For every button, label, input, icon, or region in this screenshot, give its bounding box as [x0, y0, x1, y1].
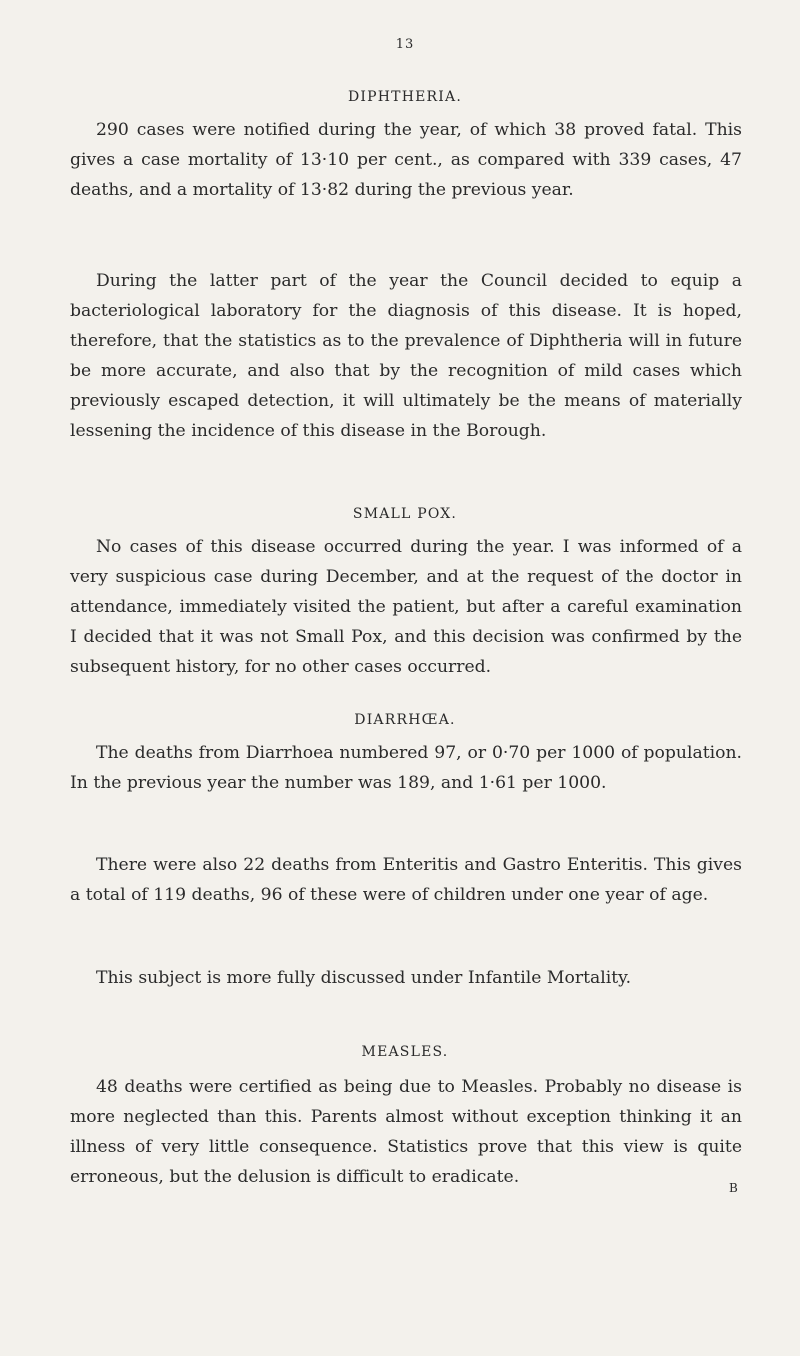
signature-mark: B — [729, 1181, 738, 1195]
paragraph-enteritis: There were also 22 deaths from Enteritis and Gastro Enteritis. This gives a total of 119 deaths, 96 of these were of children under one year of age. — [70, 855, 742, 905]
section-heading-measles: MEASLES. — [361, 1044, 449, 1060]
section-heading-small-pox: SMALL POX. — [352, 506, 458, 522]
section-heading-diphtheria: DIPHTHERIA. — [348, 89, 462, 105]
paragraph-infantile-mortality: This subject is more fully discussed under Infantile Mortality. — [96, 968, 632, 988]
paragraph-small-pox: No cases of this disease occurred during the year. I was informed of a very suspicious case during December, and at the request of the doctor in attendance, immediately visited the patient, but after a careful examination I decided that it was not Small Pox, and this decision was confirmed by the subsequent history, for no other cases occurred. — [70, 537, 742, 677]
paragraph-diphtheria-cases: 290 cases were notified during the year, of which 38 proved fatal. This gives a case mortality of 13·10 per cent., as compared with 339 cases, 47 deaths, and a mortality of 13·82 during the previous year. — [70, 120, 742, 200]
paragraph-diphtheria-laboratory: During the latter part of the year the Council decided to equip a bacteriological laboratory for the diagnosis of this disease. It is hoped, therefore, that the statistics as to the prevalence of Diphtheria will in future be more accurate, and also that by the recognition of mild cases which previously escaped detection, it will ultimately be the means of materially lessening the incidence of this disease in the Borough. — [70, 271, 742, 441]
paragraph-measles: 48 deaths were certified as being due to Measles. Probably no disease is more neglected than this. Parents almost without exception thinking it an illness of very little consequence. Statistics prove that this view is quite erroneous, but the delusion is difficult to eradicate. — [70, 1077, 742, 1187]
section-heading-diarrhoea: DIARRHŒA. — [354, 712, 456, 728]
paragraph-diarrhoea-deaths: The deaths from Diarrhoea numbered 97, or 0·70 per 1000 of population. In the previous year the number was 189, and 1·61 per 1000. — [70, 743, 742, 793]
page-number: 13 — [395, 37, 415, 52]
